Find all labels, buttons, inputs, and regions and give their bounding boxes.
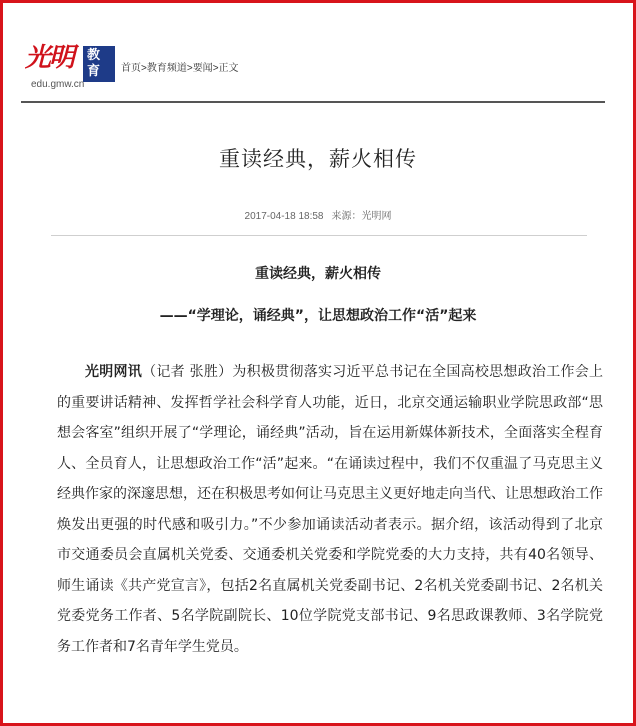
breadcrumb-channel-link[interactable]: 教育频道	[146, 63, 187, 74]
breadcrumb-separator: >	[186, 63, 193, 74]
logo-wordmark: 光明	[25, 43, 74, 73]
article-title: 重读经典，薪火相传	[219, 147, 417, 171]
article-subtitle-secondary: ——“学理论，诵经典”，让思想政治工作“活”起来	[159, 308, 477, 324]
article-body-text: （记者 张胜）为积极贯彻落实习近平总书记在全国高校思想政治工作会上的重要讲话精神、发挥哲学社会科学育人功能，近日，北京交通运输职业学院思政部“思想会客室”组织开展了“学理论，诵经典”活动，旨在运用新媒体新技术，全面落实全程育人、全员育人，让思想政治工作“活”起来。“在诵读过程中，我们不仅重温了马克思主义经典作家的深邃思想，还在积极思考如何让马克思主义更好地走向当代、让思想政治工作焕发出更强的时代感和吸引力。”不少参加诵读活动者表示。据介绍，该活动得到了北京市交通委员会直属机关党委、交通委机关党委和学院党委的大力支持，共有40名领导、师生诵读《共产党宣言》，包括2名直属机关党委副书记、2名机关党委副书记、2名机关党委党务工作者、5名学院副院长、10位学院党支部书记、9名思政课教师、3名学院党务工作者和7名青年学生党员。	[57, 364, 603, 655]
breadcrumb-news-link[interactable]: 要闻	[192, 63, 213, 74]
breadcrumb	[121, 59, 239, 74]
article-source: 来源：光明网	[331, 211, 392, 222]
article-meta	[3, 207, 633, 222]
article-subtitle: 重读经典，薪火相传	[255, 266, 381, 282]
breadcrumb-separator: >	[141, 63, 147, 74]
header-divider	[21, 101, 605, 103]
breadcrumb-home-link[interactable]: 首页	[121, 63, 141, 74]
breadcrumb-separator: >	[212, 63, 219, 74]
site-logo[interactable]	[25, 43, 115, 91]
meta-divider	[51, 235, 587, 236]
breadcrumb-current: 正文	[218, 63, 239, 74]
logo-domain: edu.gmw.cn	[31, 79, 85, 90]
article-date: 2017-04-18 18:58	[244, 211, 324, 222]
logo-channel-tag: 教育	[83, 46, 115, 82]
article-body	[57, 357, 603, 662]
article-lead: 光明网讯	[85, 364, 143, 380]
